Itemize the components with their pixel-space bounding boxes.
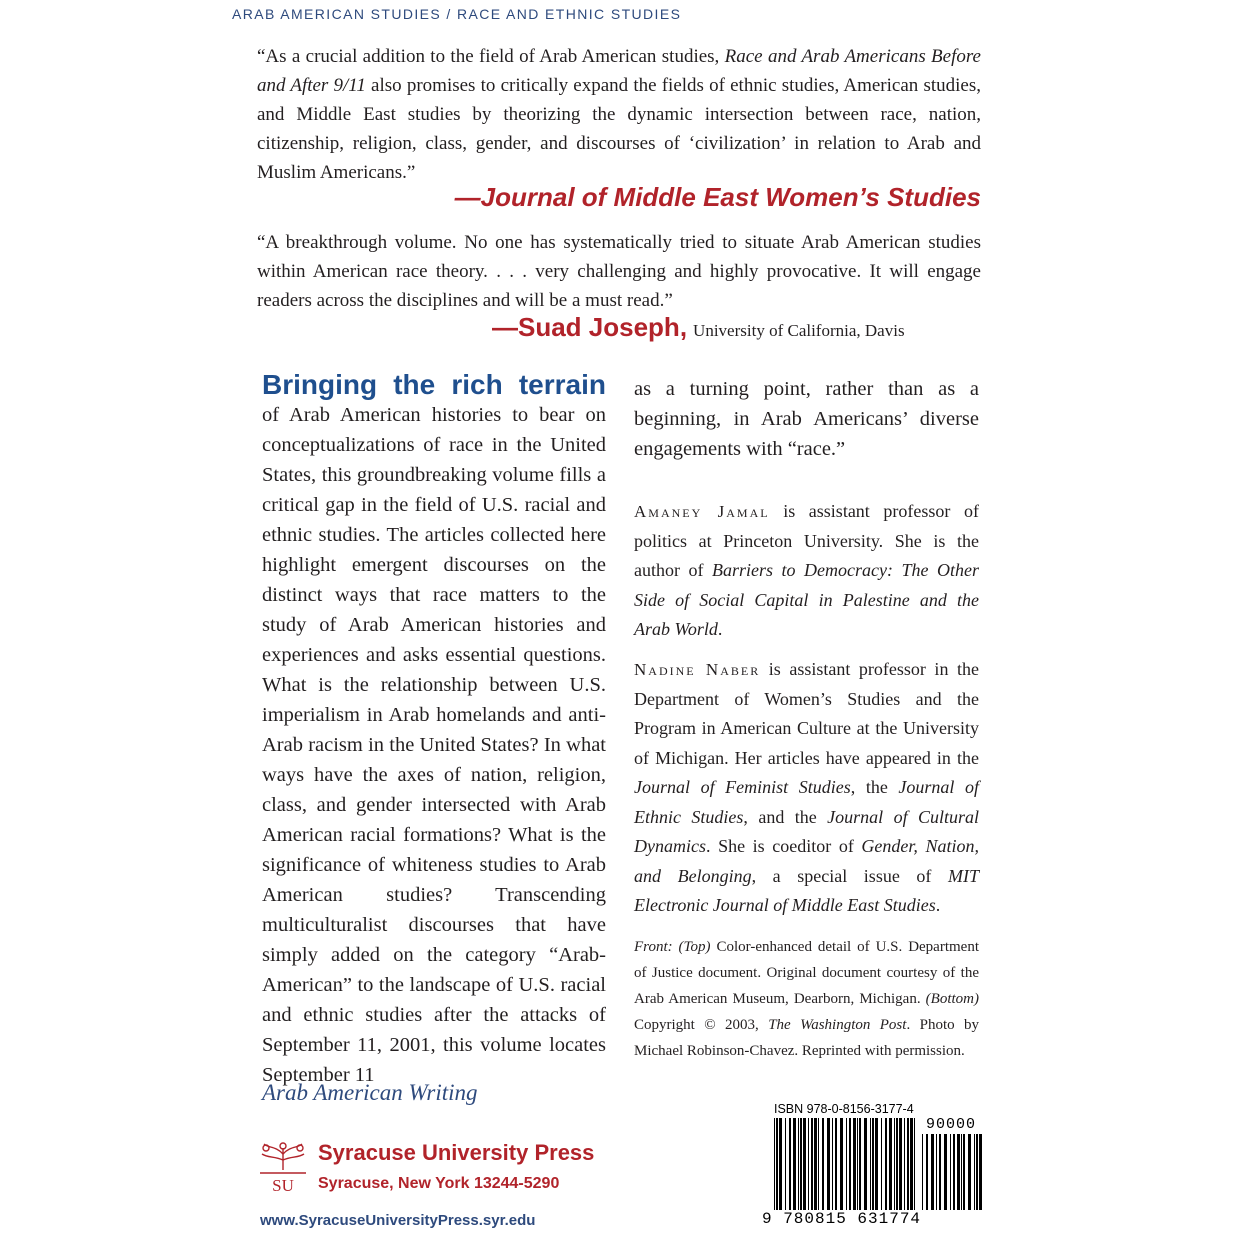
bio-2-j3: Journal of Cultural Dynamics bbox=[634, 806, 980, 856]
author-bio-naber bbox=[634, 655, 979, 921]
credit-bottom: (Bottom) bbox=[925, 991, 979, 1007]
quote-1-post: also promises to critically expand the fields of ethnic studies, American studies, and Middle East studies by theorizing the dynamic intersection between race, nation, citizenship, religion, class, gender, and discourses of ‘civilization’ in relation to Arab and Muslim Americans.” bbox=[257, 75, 981, 183]
review-quote-2: “A breakthrough volume. No one has systematically tried to situate Arab American studies within American race theory. . . . very challenging and highly provocative. It will engage readers across the disciplines and will be a must read.” bbox=[257, 232, 981, 311]
author-bio-jamal bbox=[634, 497, 979, 645]
review-quote-1 bbox=[257, 42, 981, 187]
bio-2-t6: . bbox=[935, 895, 941, 915]
isbn-text: ISBN 978-0-8156-3177-4 bbox=[774, 1102, 914, 1116]
bio-2-t1: is assistant professor in the Department of Women’s Studies and the Program in American Culture at the University of Michigan. Her articles have appeared in the bbox=[634, 659, 979, 768]
credit-paper: The Washington Post bbox=[768, 1017, 907, 1033]
description-continued: as a turning point, rather than as a beginning, in Arab Americans’ diverse engagements with “race.” bbox=[634, 378, 979, 460]
bio-1-name: Amaney Jamal bbox=[634, 502, 770, 521]
quote-1-pre: “As a crucial addition to the field of Arab American studies, bbox=[257, 46, 725, 67]
bio-2-name: Nadine Naber bbox=[634, 660, 761, 679]
addon-bars-icon bbox=[922, 1134, 984, 1210]
credit-t3: . Photo by Michael Robinson-Chavez. Reprinted with permission. bbox=[634, 1017, 980, 1059]
ean-number: 9 780815 631774 bbox=[762, 1210, 922, 1228]
press-address: Syracuse, New York 13244-5290 bbox=[318, 1175, 560, 1192]
series-title: Arab American Writing bbox=[262, 1080, 478, 1105]
bio-1-book: Barriers to Democracy: The Other Side of Social Capital in Palestine and the Arab World bbox=[634, 560, 979, 639]
press-name: Syracuse University Press bbox=[318, 1140, 595, 1165]
bio-2-j2: Journal of Ethnic Studies bbox=[634, 777, 980, 827]
category-line: ARAB AMERICAN STUDIES / RACE AND ETHNIC STUDIES bbox=[232, 6, 682, 22]
description-body: of Arab American histories to bear on conceptualizations of race in the United States, this groundbreaking volume fills a critical gap in the field of U.S. racial and ethnic studies. The articles collected here highlight emergent discourses on the distinct ways that race matters to the study of Arab American histories and experiences and asks essential questions. What is the relationship between U.S. imperialism in Arab homelands and anti-Arab racism in the United States? In what ways have the axes of nation, religion, class, and gender intersected with Arab American racial formations? What is the significance of whiteness studies to Arab American studies? Transcending multiculturalist discourses that have simply added on the category “Arab-American” to the landscape of U.S. racial and ethnic studies after the attacks of September 11, 2001, this volume locates September 11 bbox=[262, 404, 606, 1086]
logo-letters: SU bbox=[272, 1176, 294, 1194]
bio-2-j5: MIT Electronic Journal of Middle East Studies bbox=[634, 865, 979, 915]
barcode-bars-icon bbox=[774, 1118, 918, 1210]
bio-1-end: . bbox=[717, 619, 723, 639]
bio-2-t5: , a special issue of bbox=[751, 865, 948, 886]
quote-2-affiliation: University of California, Davis bbox=[693, 321, 905, 340]
bio-2-t3: , and the bbox=[743, 806, 828, 827]
quote-1-attribution: —Journal of Middle East Women’s Studies bbox=[454, 182, 981, 212]
bio-2-j4: Gender, Nation, and Belonging bbox=[634, 836, 979, 886]
bio-2-t4: . She is coeditor of bbox=[705, 836, 862, 856]
bio-2-j1: Journal of Feminist Studies bbox=[634, 777, 851, 797]
press-url[interactable]: www.SyracuseUniversityPress.syr.edu bbox=[260, 1212, 536, 1229]
description-lead: Bringing the rich terrain bbox=[262, 369, 606, 400]
barcode bbox=[762, 1100, 988, 1242]
credit-t2: Copyright © 2003, bbox=[634, 1017, 769, 1033]
addon-number: 90000 bbox=[926, 1116, 977, 1133]
quote-2-attribution bbox=[492, 312, 905, 343]
bio-2-t2: , the bbox=[850, 777, 899, 797]
credit-front: Front: (Top) bbox=[634, 939, 711, 955]
description-column bbox=[262, 366, 606, 1090]
cover-credit bbox=[634, 934, 979, 1064]
press-logo-icon bbox=[258, 1140, 308, 1194]
quote-2-name: —Suad Joseph, bbox=[492, 312, 688, 342]
credit-t1: Color-enhanced detail of U.S. Department of Justice document. Original document courtesy of the Arab American Museum, Dearborn, Michigan. bbox=[634, 939, 980, 1007]
bio-1-text: is assistant professor of politics at Princeton University. She is the author of bbox=[634, 501, 979, 580]
quote-1-book-title: Race and Arab Americans Before and After 9/11 bbox=[257, 46, 981, 96]
